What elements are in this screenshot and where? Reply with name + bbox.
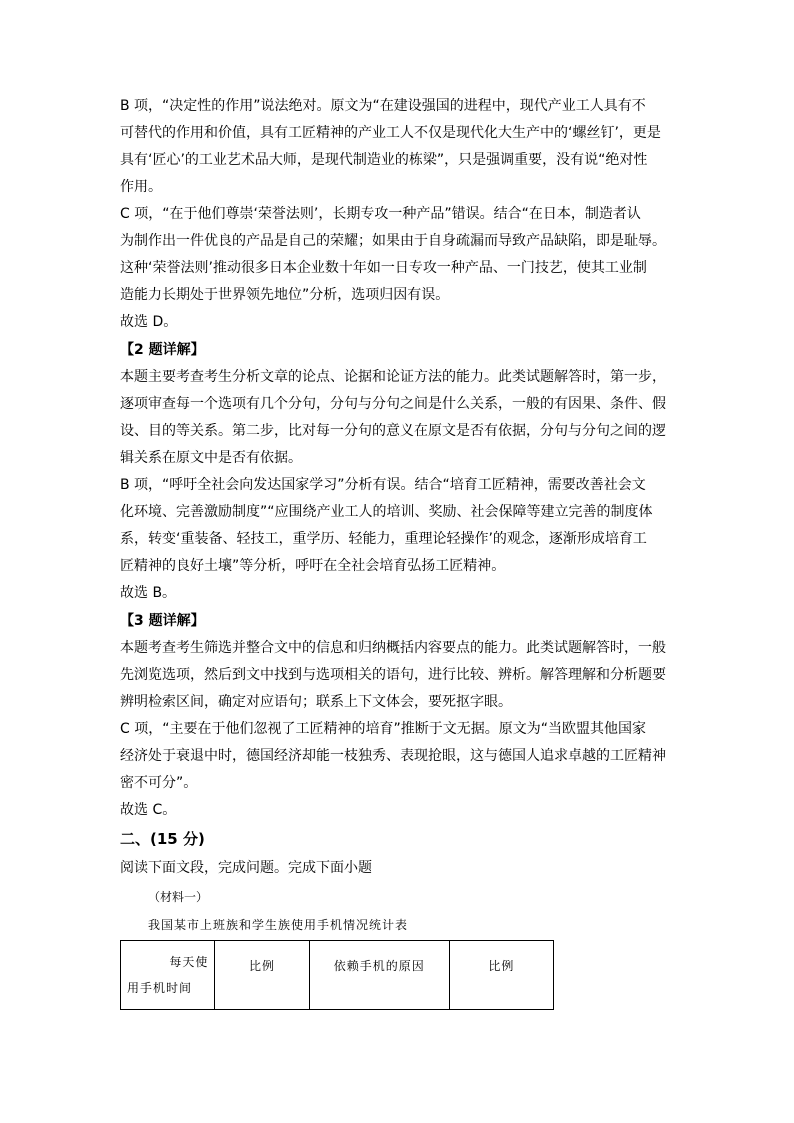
header-label: 依赖手机的原因 <box>333 959 425 973</box>
text-line: 密不可分”。 <box>120 775 198 791</box>
text-line: 设、目的等关系。第二步，比对每一分句的意义在原文是否有依据，分句与分句之间的逻 <box>120 423 666 439</box>
answer-line: 故选 C。 <box>120 802 177 818</box>
part-two-heading: 二、(15 分) <box>120 830 205 848</box>
header-line: 每天使 <box>169 955 209 969</box>
text-line: B 项，“呼吁全社会向发达国家学习”分析有误。结合“培育工匠精神，需要改善社会文 <box>120 477 646 493</box>
table-header-cell <box>215 941 309 1010</box>
text-line: 辨明检索区间，确定对应语句；联系上下文体会，要死抠字眼。 <box>120 694 512 710</box>
text-line: C 项，“在于他们尊崇‘荣誉法则’，长期专攻一种产品”错误。结合“在日本，制造者认 <box>120 206 641 222</box>
text-line: 化环境、完善激励制度”“应围绕产业工人的培训、奖励、社会保障等建立完善的制度体 <box>120 504 653 520</box>
text-line: 先浏览选项，然后到文中找到与选项相关的语句，进行比较、辨析。解答理解和分析题要 <box>120 667 666 683</box>
text-line: B 项，“决定性的作用”说法绝对。原文为“在建设强国的进程中，现代产业工人具有不 <box>120 98 646 114</box>
text-line: 作用。 <box>120 179 162 195</box>
table-header-cell <box>309 941 449 1010</box>
text-line: 这种‘荣誉法则’推动很多日本企业数十年如一日专攻一种产品、一门技艺，使其工业制 <box>120 260 647 276</box>
text-line: 为制作出一件优良的产品是自己的荣耀；如果由于自身疏漏而导致产品缺陷，即是耻辱。 <box>120 233 666 249</box>
table-header-cell <box>449 941 553 1010</box>
text-line: 造能力长期处于世界领先地位”分析，选项归因有误。 <box>120 287 450 303</box>
table-title: 我国某市上班族和学生族使用手机情况统计表 <box>148 918 409 932</box>
instruction-line: 阅读下面文段，完成问题。完成下面小题 <box>120 860 372 876</box>
text-line: 匠精神的良好土壤”等分析，呼吁在全社会培育弘扬工匠精神。 <box>120 558 506 574</box>
table-header-row <box>121 941 554 1010</box>
answer-line: 故选 B。 <box>120 585 177 601</box>
header-label: 比例 <box>488 959 515 973</box>
text-line: 具有‘匠心’的工业艺术品大师，是现代制造业的栋梁”，只是强调重要，没有说“绝对性 <box>120 152 648 168</box>
text-line: C 项，“主要在于他们忽视了工匠精神的培育”推断于文无据。原文为“当欧盟其他国家 <box>120 721 646 737</box>
text-line: 经济处于衰退中时，德国经济却能一枝独秀、表现抢眼，这与德国人追求卓越的工匠精神 <box>120 748 666 764</box>
text-line: 本题考查考生筛选并整合文中的信息和归纳概括内容要点的能力。此类试题解答时，一般 <box>120 640 666 656</box>
text-line: 可替代的作用和价值，具有工匠精神的产业工人不仅是现代化大生产中的‘螺丝钉’，更是 <box>120 125 661 141</box>
header-label: 比例 <box>249 959 276 973</box>
material-label: （材料一） <box>148 890 209 904</box>
text-line: 逐项审查每一个选项有几个分句，分句与分句之间是什么关系，一般的有因果、条件、假 <box>120 396 666 412</box>
table-header-cell <box>121 941 215 1010</box>
section-heading-q2: 【2 题详解】 <box>120 342 205 358</box>
section-heading-q3: 【3 题详解】 <box>120 613 205 629</box>
answer-line: 故选 D。 <box>120 314 178 330</box>
header-line: 用手机时间 <box>127 981 193 995</box>
text-line: 辑关系在原文中是否有依据。 <box>120 450 302 466</box>
phone-usage-table <box>120 940 554 1010</box>
text-line: 本题主要考查考生分析文章的论点、论据和论证方法的能力。此类试题解答时，第一步， <box>120 369 666 385</box>
text-line: 系，转变‘重装备、轻技工，重学历、轻能力，重理论轻操作’的观念，逐渐形成培育工 <box>120 531 647 547</box>
